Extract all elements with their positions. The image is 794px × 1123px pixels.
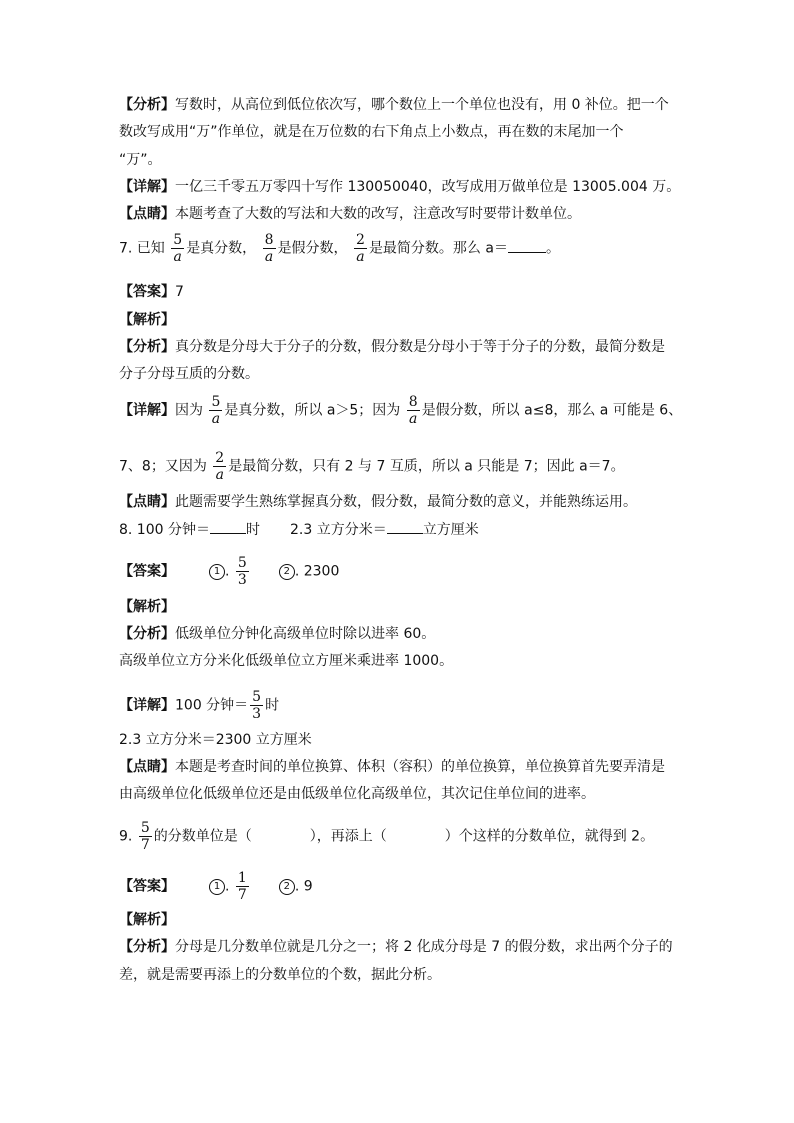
q7-text-1: 是真分数，: [186, 240, 257, 257]
q8-dianjing-text2: 由高级单位化低级单位还是由低级单位化高级单位，其次记住单位间的进率。: [119, 786, 595, 802]
q9-fenxi-line1: [119, 937, 673, 957]
xiangjie-label: 【详解】: [119, 697, 175, 714]
q7-xiangjie-a: 因为: [175, 402, 203, 419]
q7-fraction-2: $\frac{8}{a}$: [264, 232, 274, 265]
q9-answer-fraction: $\frac{1}{7}$: [237, 870, 247, 903]
jiexi-label: 【解析】: [119, 912, 175, 928]
q6-fenxi-line1: [119, 95, 669, 115]
q8-jiexi-line: [119, 597, 175, 617]
fenxi-label: 【分析】: [119, 939, 175, 955]
fenxi-label: 【分析】: [119, 626, 175, 642]
q8-xiangjie-line2: [119, 730, 312, 750]
q9-text-3: ）个这样的分数单位，就得到 2。: [444, 828, 655, 845]
fenxi-label: 【分析】: [119, 97, 175, 113]
fenxi-label: 【分析】: [119, 339, 175, 355]
q7-answer-blank: [508, 238, 546, 253]
q7-fenxi-line1: [119, 337, 665, 357]
q8-p3: 2.3 立方分米＝: [289, 522, 387, 538]
q8-fenxi-text2: 高级单位立方分米化低级单位立方厘米乘进率 1000。: [119, 653, 454, 669]
q9-jiexi-line: [119, 910, 175, 930]
q7-xiangjie-fraction-2: $\frac{8}{a}$: [408, 394, 418, 427]
q6-dianjing-line: [119, 204, 581, 224]
q9-answer-line: 【答案】 1 . $\frac{1}{7}$ 2 . 9: [119, 870, 313, 903]
q7-fenxi-line2: [119, 364, 259, 384]
q9-text-1: 的分数单位是（: [153, 828, 252, 845]
q8-p2: 时: [245, 522, 260, 538]
q8-xiangjie-a: 100 分钟＝: [175, 697, 249, 714]
q9-fenxi-line2: [119, 965, 441, 985]
q9-prefix: 9.: [119, 828, 133, 845]
q7-dianjing-text: 此题需要学生熟练掌握真分数，假分数，最简分数的意义，并能熟练运用。: [175, 494, 637, 510]
q9-fenxi-text2: 差，就是需要再添上的分数单位的个数，据此分析。: [119, 967, 441, 983]
dianjing-label: 【点睛】: [119, 759, 175, 775]
q6-fenxi-text3: “万”。: [119, 152, 162, 168]
q8-dianjing-line1: [119, 757, 665, 777]
q8-blank-1: [210, 519, 246, 534]
q8-blank-2: [387, 519, 423, 534]
q8-p1: 8. 100 分钟＝: [119, 522, 210, 538]
q9-fenxi-text1: 分母是几分数单位就是几分之一；将 2 化成分母是 7 的假分数，求出两个分子的: [175, 939, 673, 955]
dianjing-label: 【点睛】: [119, 494, 175, 510]
q8-xiangjie-fraction: $\frac{5}{3}$: [252, 689, 262, 722]
daan-label: 【答案】: [119, 878, 175, 895]
q7-answer-line: [119, 282, 184, 302]
q7-fenxi-text1: 真分数是分母大于分子的分数，假分数是分母小于等于分子的分数，最简分数是: [175, 339, 665, 355]
daan-label: 【答案】: [119, 284, 175, 300]
q8-fenxi-line2: [119, 651, 453, 671]
q8-fenxi-text1: 低级单位分钟化高级单位时除以进率 60。: [175, 626, 436, 642]
q8-answer-line: 【答案】 1 . $\frac{5}{3}$ 2 . 2300: [119, 555, 340, 588]
q7-fraction-1: $\frac{5}{a}$: [173, 232, 183, 265]
q8-dianjing-text1: 本题是考查时间的单位换算、体积（容积）的单位换算，单位换算首先要弄清是: [175, 759, 665, 775]
q7-fenxi-text2: 分子分母互质的分数。: [119, 366, 259, 382]
q7-text-2: 是假分数，: [277, 240, 348, 257]
q7-text-3: 是最简分数。那么 a＝: [368, 240, 508, 257]
q6-fenxi-line2: [119, 122, 624, 142]
q8-question: [119, 519, 479, 540]
q6-fenxi-text1: 写数时，从高位到低位依次写，哪个数位上一个单位也没有，用 0 补位。把一个: [175, 97, 669, 113]
q8-answer-2: 2300: [303, 563, 340, 580]
q7-xiangjie2-b: 是最简分数，只有 2 与 7 互质，所以 a 只能是 7；因此 a＝7。: [228, 458, 625, 475]
q6-dianjing-text: 本题考查了大数的写法和大数的改写，注意改写时要带计数单位。: [175, 206, 581, 222]
q8-answer-marker-1: 1: [209, 564, 225, 580]
q7-xiangjie-line2: [119, 450, 625, 483]
q8-p4: 立方厘米: [422, 522, 479, 538]
q9-answer-marker-2: 2: [279, 879, 295, 895]
q7-xiangjie-fraction-3: $\frac{2}{a}$: [215, 450, 225, 483]
q7-xiangjie-line1: [119, 394, 682, 427]
q8-xiangjie-b: 时: [265, 697, 280, 714]
q8-dianjing-line2: [119, 784, 595, 804]
q7-xiangjie-fraction-1: $\frac{5}{a}$: [211, 394, 221, 427]
xiangjie-label: 【详解】: [119, 402, 175, 419]
q9-fraction: $\frac{5}{7}$: [140, 820, 150, 853]
xiangjie-label: 【详解】: [119, 179, 175, 195]
q9-answer-2: 9: [303, 878, 313, 895]
q7-end: 。: [545, 240, 560, 257]
q8-answer-marker-2: 2: [279, 564, 295, 580]
q9-answer-marker-1: 1: [209, 879, 225, 895]
q7-xiangjie2-a: 7、8；又因为: [119, 458, 207, 475]
jiexi-label: 【解析】: [119, 312, 175, 328]
q9-text-2: ），再添上（: [309, 828, 387, 845]
q8-xiangjie-line1: [119, 689, 279, 722]
q6-xiangjie-text: 一亿三千零五万零四十写作 130050040，改写成用万做单位是 13005.004 万。: [175, 179, 681, 195]
dianjing-label: 【点睛】: [119, 206, 175, 222]
q9-question: [119, 820, 654, 853]
jiexi-label: 【解析】: [119, 599, 175, 615]
q6-xiangjie-line: [119, 177, 680, 197]
q7-xiangjie-b: 是真分数，所以 a＞5；因为: [224, 402, 401, 419]
q7-answer: 7: [175, 284, 184, 300]
q6-fenxi-text2: 数改写成用“万”作单位，就是在万位数的右下角点上小数点，再在数的末尾加一个: [119, 124, 624, 140]
q7-question: [119, 232, 560, 265]
q7-xiangjie-c: 是假分数，所以 a≤8，那么 a 可能是 6、: [421, 402, 683, 419]
q7-jiexi-line: [119, 310, 175, 330]
q8-xiangjie-text2: 2.3 立方分米＝2300 立方厘米: [119, 732, 312, 748]
q7-fraction-3: $\frac{2}{a}$: [356, 232, 365, 265]
q7-prefix: 7. 已知: [119, 240, 165, 257]
q7-dianjing-line: [119, 492, 637, 512]
q8-answer-fraction: $\frac{5}{3}$: [237, 555, 247, 588]
q8-fenxi-line1: [119, 624, 435, 644]
daan-label: 【答案】: [119, 563, 175, 580]
q6-fenxi-line3: [119, 150, 162, 170]
